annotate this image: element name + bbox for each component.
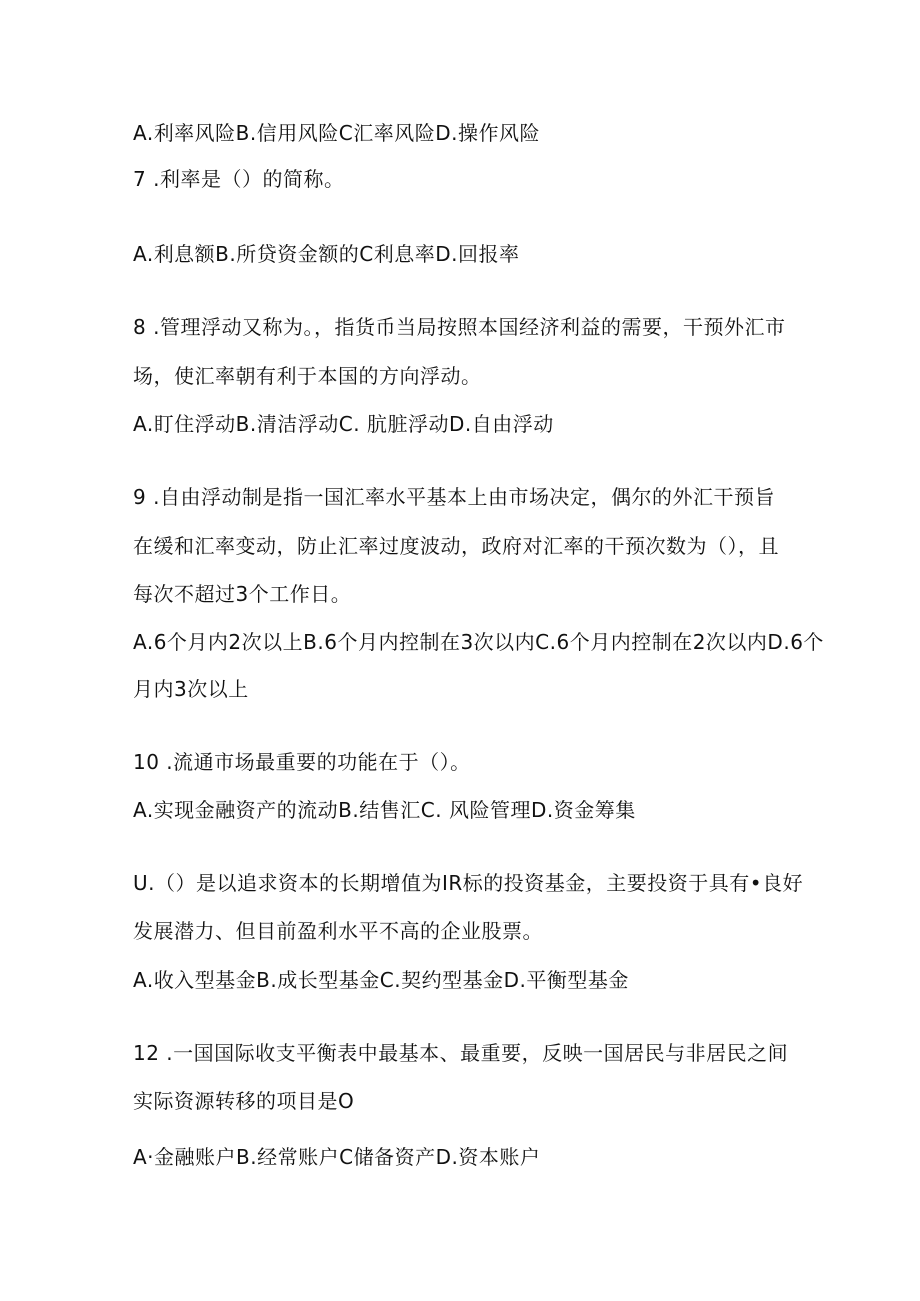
q11-question-line-1: U.（）是以追求资本的长期增值为IR标的投资基金，主要投资于具有•良好 bbox=[133, 871, 804, 895]
q9-options-line-1: A.6个月内2次以上B.6个月内控制在3次以内C.6个月内控制在2次以内D.6个 bbox=[133, 630, 824, 654]
q9-question-line-2: 在缓和汇率变动，防止汇率过度波动，政府对汇率的干预次数为（），且 bbox=[133, 534, 779, 558]
q12-question-line-2: 实际资源转移的项目是O bbox=[133, 1089, 355, 1113]
q10-options: A.实现金融资产的流动B.结售汇C. 风险管理D.资金筹集 bbox=[133, 798, 636, 822]
q12-options: A·金融账户B.经常账户C储备资产D.资本账户 bbox=[133, 1145, 541, 1169]
q7-options: A.利息额B.所贷资金额的C利息率D.回报率 bbox=[133, 242, 520, 266]
q8-question-line-2: 场，使汇率朝有利于本国的方向浮动。 bbox=[133, 364, 482, 388]
q9-options-line-2: 月内3次以上 bbox=[133, 677, 249, 701]
q11-options: A.收入型基金B.成长型基金C.契约型基金D.平衡型基金 bbox=[133, 968, 629, 992]
q9-question-line-3: 每次不超过3个工作日。 bbox=[133, 582, 352, 606]
q8-question-line-1: 8 .管理浮动又称为。，指货币当局按照本国经济利益的需要，干预外汇市 bbox=[133, 315, 786, 339]
q8-options: A.盯住浮动B.清洁浮动C. 肮脏浮动D.自由浮动 bbox=[133, 412, 554, 436]
q9-question-line-1: 9 .自由浮动制是指一国汇率水平基本上由市场决定，偶尔的外汇干预旨 bbox=[133, 485, 775, 509]
q12-question-line-1: 12 .一国国际收支平衡表中最基本、最重要，反映一国居民与非居民之间 bbox=[133, 1041, 789, 1065]
q10-question: 10 .流通市场最重要的功能在于（）。 bbox=[133, 750, 471, 774]
q6-options: A.利率风险B.信用风险C汇率风险D.操作风险 bbox=[133, 121, 540, 145]
q7-question: 7 .利率是（）的简称。 bbox=[133, 167, 345, 191]
q11-question-line-2: 发展潜力、但目前盈利水平不高的企业股票。 bbox=[133, 919, 543, 943]
